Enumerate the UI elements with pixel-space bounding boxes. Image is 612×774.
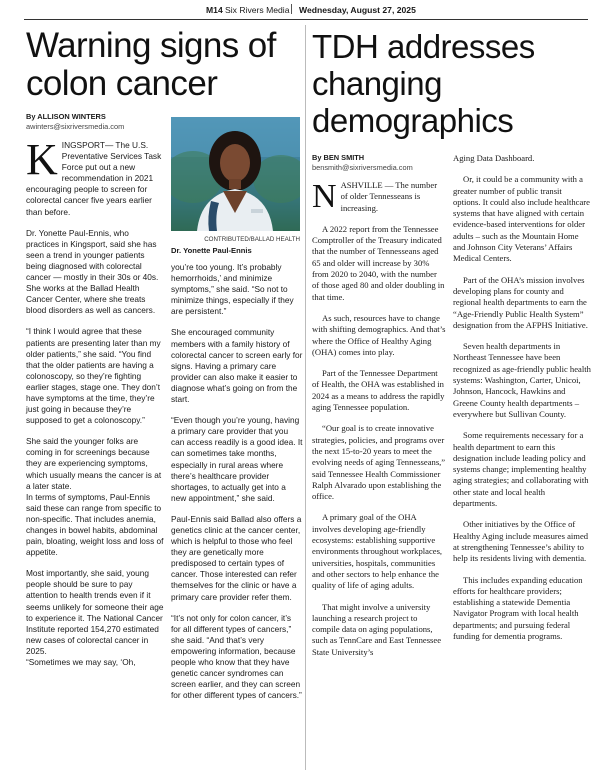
paragraph: A 2022 report from the Tennessee Comptroller of the Treasury indicated that the number of Tennesseans aged 65 and older will increase by 30% from 2020 to 2040, with the number of those aged 80 and older doubling in that time. [312, 223, 445, 302]
paragraph: She said the younger folks are coming in for screenings because they are experiencing symptoms, which usually means the cancer is at a later state. [26, 436, 162, 491]
article1-author: By ALLISON WINTERS [26, 112, 106, 121]
paper-name: Six Rivers Media [225, 5, 290, 15]
paragraph: you’re too young. It’s probably hemorrhoids,’ and minimize symptoms,” she said. “So not to minimize things, especially if they are persistent.” [171, 262, 294, 317]
article-divider [305, 25, 306, 770]
paragraph: This includes expanding education efforts for healthcare providers; establishing a statewide Dementia Navigator Program with local health departments; and pursuing federal funding for dementia programs. [453, 574, 583, 641]
paragraph: A primary goal of the OHA involves developing age-friendly ecosystems: establishing supportive environments throughout workplaces, universities, hospitals, communities and other sectors to help enhance the quality of life of aging adults. [312, 512, 443, 591]
portrait-photo [171, 117, 300, 231]
article2-byline [312, 153, 413, 173]
paragraph: Aging Data Dashboard. [453, 153, 535, 163]
masthead-rule [24, 19, 588, 20]
article2-author: By BEN SMITH [312, 153, 365, 162]
paragraph: Paul-Ennis said Ballad also offers a genetics clinic at the cancer center, which is helpful to those who feel they are genetically more predisposed to certain types of cancer. Those interested can refer themselves for the clinic or have a primary care provider refer them. [171, 513, 302, 602]
article2-column-2 [453, 153, 591, 642]
issue-date: Wednesday, August 27, 2025 [299, 5, 416, 15]
paragraph: “It’s not only for colon cancer, it’s for all different types of cancers,” she said. “And that’s very empowering information, because people who know that they have genetic cancer syndromes can screen earlier, and they can screen for other different types of cancers.” [171, 612, 302, 701]
photo-credit: CONTRIBUTED/BALLAD HEALTH [204, 236, 300, 243]
masthead-separator [291, 4, 292, 14]
article1-byline [26, 112, 124, 132]
paragraph: Part of the OHA’s mission involves developing plans for county and regional health departments to earn the “Age-Friendly Public Health System” designation from the AFPHS Initiative. [453, 274, 588, 330]
article1-column-2 [171, 262, 303, 701]
article2-dropcap: N [312, 178, 337, 215]
portrait-illustration [171, 117, 300, 231]
article1-headline: Warning signs of colon cancer [26, 26, 276, 103]
paragraph: “Sometimes we may say, ‘Oh, [26, 657, 136, 668]
article1-dropcap: K [26, 135, 58, 184]
article1-column-1 [26, 135, 164, 668]
paragraph: Seven health departments in Northeast Tennessee have been recognized as age-friendly public health systems: Washington, Carter, Unicoi, Johnson, Hancock, Hawkins and Greene County health departments – everywhere but Sullivan County. [453, 341, 591, 419]
paragraph: “Our goal is to create innovative strategies, policies, and programs over the next 15-to-20 years to meet the evolving needs of aging Tennesseans,” said Tennessee Health Commissioner Ralph Alvarado upon establishing the office. [312, 423, 446, 502]
paragraph: Part of the Tennessee Department of Health, the OHA was established in 2024 as a means to address the rapidly aging Tennessee population. [312, 368, 445, 413]
page-number: M14 [206, 5, 223, 15]
paragraph: “Even though you’re young, having a primary care provider that you can access readily is a good idea. It can sometimes take months, especially in rural areas where there’s healthcare provider shortages, to actually get into a new appointment,” she said. [171, 415, 303, 503]
article1-lead: INGSPORT— The U.S. Preventative Services Task Force put out a new recommendation in 2021 encouraging people to screen for colorectal cancer five years earlier than before. [26, 140, 162, 217]
masthead [0, 0, 612, 20]
paragraph: In terms of symptoms, Paul-Ennis said these can range from specific to non-specific. That includes anemia, changes in bowel habits, abdominal pain, bloating, weight loss and loss of appetite. [26, 491, 164, 558]
paragraph: Other initiatives by the Office of Healthy Aging include measures aimed at strengthening Tennessee’s ability to help its residents living with dementia. [453, 519, 589, 564]
article2-column-1 [312, 180, 446, 658]
paragraph: Most importantly, she said, young people should be sure to pay attention to health trends even if it seems unlikely for someone their age to experience it. The National Cancer Institute reported 154,270 estimated new cases of colorectal cancer in 2025. [26, 568, 164, 656]
paragraph: Or, it could be a community with a greater number of public transit options. It could also include healthcare systems that have aligned with certain evidence-based interventions for older adults – such as the Mountain Home and Johnson City Veterans’ Affairs Medical Centers. [453, 174, 590, 264]
paragraph: She encouraged community members with a family history of colorectal cancer to screen early for signs. Having a primary care provider can also make it easier to diagnose what’s going on from the start. [171, 327, 303, 405]
paragraph: That might involve a university launching a research project to compile data on aging populations, such as TennCare and East Tennessee State University’s [312, 601, 442, 657]
article2-lead: ASHVILLE — The number of older Tennesseans is increasing. [340, 180, 438, 213]
paragraph: Some requirements necessary for a health department to earn this designation include leading policy and systems change; implementing healthy aging strategies; and collaborating with other state and local health departments. [453, 430, 589, 509]
paragraph: “I think I would agree that these patients are presenting later than my older patients,” she said. “You find that the older patients are having a colonoscopy, so they’re fighting earlier stages, stage one. They don’t have symptoms at the time, they’re just going in because they’re supposed to get a colonoscopy.” [26, 326, 161, 426]
photo-caption: Dr. Yonette Paul-Ennis [171, 246, 252, 255]
paragraph: Dr. Yonette Paul-Ennis, who practices in Kingsport, said she has seen a trend in younger patients being diagnosed with colorectal cancer — mostly in their 30s or 40s. She works at the Ballad Health Cancer Center, where she treats blood disorders as well as cancers. [26, 227, 159, 316]
paragraph: As such, resources have to change with shifting demographics. And that’s where the Office of Healthy Aging (OHA) comes into play. [312, 312, 446, 357]
article2-headline: TDH addresses changing demographics [312, 28, 535, 139]
article2-email: bensmith@sixriversmedia.com [312, 163, 413, 172]
article1-email: awinters@sixriversmedia.com [26, 122, 125, 131]
